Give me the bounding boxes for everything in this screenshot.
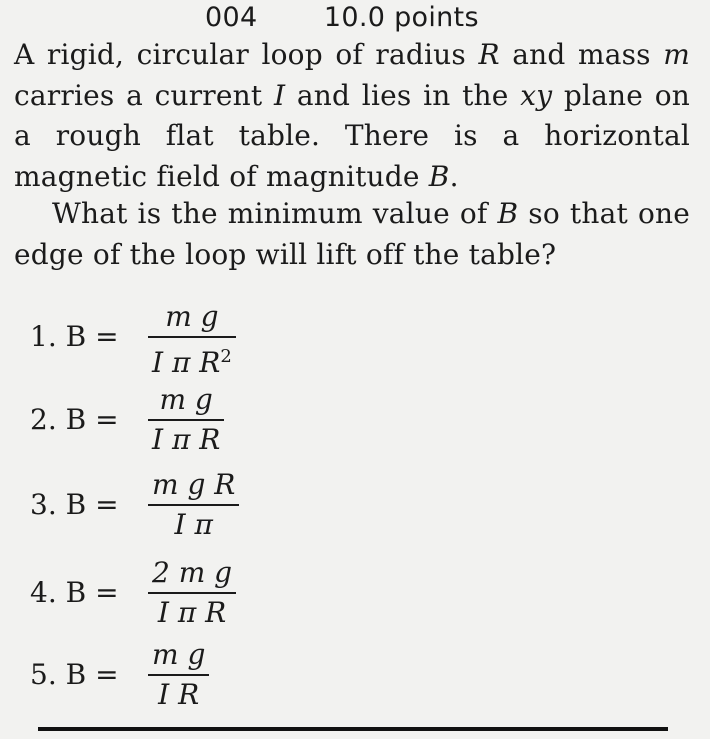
option-label: 2. B =	[30, 403, 119, 436]
denominator-exponent: 2	[220, 346, 232, 367]
option-label: 1. B =	[30, 320, 119, 353]
answer-option-5[interactable]	[30, 638, 330, 718]
question-segment: .	[449, 159, 459, 193]
fraction-bar	[148, 592, 236, 594]
problem-number: 004	[205, 2, 258, 33]
var-I: I	[274, 78, 286, 112]
question-text	[14, 35, 690, 197]
fraction-numerator: 2 m g	[152, 556, 233, 589]
fraction-denominator: I π R	[152, 346, 221, 379]
answer-option-2[interactable]	[30, 383, 330, 463]
question-segment: A rigid, circular loop of radius	[14, 38, 466, 71]
question-prompt	[14, 194, 690, 275]
fraction-bar	[148, 504, 239, 506]
option-fraction	[148, 383, 224, 457]
var-B: B	[497, 197, 519, 230]
question-segment: and lies in the	[296, 78, 509, 112]
var-R: R	[478, 38, 500, 71]
question-segment: carries a current	[14, 78, 263, 112]
problem-points: 10.0 points	[323, 2, 479, 33]
answer-option-3[interactable]	[30, 468, 330, 548]
fraction-numerator: m g	[159, 383, 213, 416]
prompt-segment: What is the minimum value of	[52, 197, 488, 230]
fraction-numerator: m g R	[152, 468, 236, 501]
fraction-numerator: m g	[165, 300, 219, 333]
fraction-bar	[148, 419, 224, 421]
option-label: 5. B =	[30, 658, 119, 691]
var-m: m	[663, 38, 691, 71]
option-label: 4. B =	[30, 576, 119, 609]
option-fraction	[148, 638, 209, 712]
fraction-bar	[148, 674, 209, 676]
var-B: B	[428, 159, 450, 193]
prompt-segment: so that one edge of the loop will lift off the table?	[14, 197, 691, 271]
var-xy: xy	[520, 78, 553, 112]
question-segment: plane on a rough flat table. There is a horizontal magnetic field of magnitude	[14, 78, 690, 193]
fraction-numerator: m g	[152, 638, 206, 671]
fraction-denominator: I R	[158, 678, 200, 711]
bottom-divider	[38, 727, 668, 731]
option-fraction	[148, 556, 236, 630]
option-fraction	[148, 468, 239, 542]
option-fraction	[148, 300, 236, 380]
problem-header	[205, 2, 479, 33]
fraction-denominator: I π R	[152, 423, 221, 456]
fraction-denominator: I π R	[157, 596, 227, 629]
fraction-bar	[148, 336, 236, 338]
answer-option-4[interactable]	[30, 556, 330, 636]
question-segment: and mass	[512, 38, 651, 71]
fraction-denominator: I π	[174, 508, 213, 541]
option-label: 3. B =	[30, 488, 119, 521]
answer-option-1[interactable]	[30, 300, 330, 380]
